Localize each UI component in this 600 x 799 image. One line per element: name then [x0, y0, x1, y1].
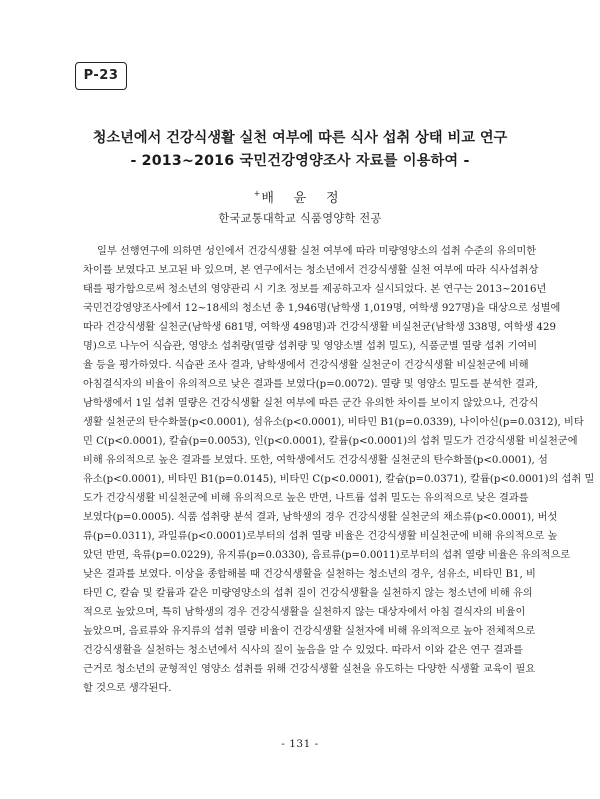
abstract-line: 유소(p<0.0001), 비타민 B1(p=0.0145), 비타민 C(p<0.0001), 칼슘(p=0.0371), 칼륨(p<0.0001)의 섭취 밀 — [83, 474, 595, 485]
abstract-line: 건강식생활을 실천하는 청소년에서 식사의 질이 높음을 알 수 있었다. 따라서 이와 같은 연구 결과를 — [83, 645, 523, 656]
author-name: 배 윤 정 — [261, 191, 347, 206]
abstract-line: 도가 건강식생활 비실천군에 비해 유의적으로 높은 반면, 나트륨 섭취 밀도는 유의적으로 낮은 결과를 — [83, 493, 529, 504]
abstract-line: 차이를 보였다고 보고된 바 있으며, 본 연구에서는 청소년에서 건강식생활 실천 여부에 따라 식사섭취상 — [83, 265, 539, 276]
abstract-line: 았던 반면, 육류(p=0.0229), 유지류(p=0.0330), 음료류(p=0.0011)로부터의 섭취 열량 비율은 유의적으로 — [83, 550, 571, 561]
abstract-line: 적으로 높았으며, 특히 남학생의 경우 건강식생활을 실천하지 않는 대상자에서 아침 결식자의 비율이 — [83, 607, 526, 618]
abstract-line: 남학생에서 1일 섭취 열량은 건강식생활 실천 여부에 따른 군간 유의한 차이를 보이지 않았으나, 건강식 — [83, 398, 539, 409]
abstract-line: 낮은 결과를 보였다. 이상을 종합해볼 때 건강식생활을 실천하는 청소년의 경우, 섬유소, 비타민 B1, 비 — [83, 569, 536, 580]
abstract-line: 국민건강영양조사에서 12~18세의 청소년 총 1,946명(남학생 1,019명, 여학생 927명)을 대상으로 성별에 — [83, 303, 561, 314]
author-line — [0, 187, 600, 206]
abstract-line: 태를 평가함으로써 청소년의 영양관리 시 기초 정보를 제공하고자 실시되었다. 본 연구는 2013~2016년 — [83, 284, 547, 295]
abstract-line: 류(p=0.0311), 과일류(p<0.0001)로부터의 섭취 열량 비율은 건강식생활 비실천군에 비해 유의적으로 높 — [83, 531, 558, 542]
abstract-line: 따라 건강식생활 실천군(남학생 681명, 여학생 498명)과 건강식생활 비실천군(남학생 338명, 여학생 429 — [83, 322, 556, 333]
abstract-line: 일부 선행연구에 의하면 성인에서 건강식생활 실천 여부에 따라 미량영양소의 섭취 수준의 유의미한 — [97, 246, 537, 257]
abstract-line: 비해 유의적으로 높은 결과를 보였다. 또한, 여학생에서도 건강식생활 실천군의 탄수화물(p<0.0001), 섬 — [83, 455, 548, 466]
abstract-line: 높았으며, 음료류와 유지류의 섭취 열량 비율이 건강식생활 실천자에 비해 유의적으로 높아 전체적으로 — [83, 626, 536, 637]
affiliation: 한국교통대학교 식품영양학 전공 — [218, 212, 382, 225]
paper-title: 청소년에서 건강식생활 실천 여부에 따른 식사 섭취 상태 비교 연구 — [92, 130, 508, 146]
abstract-line: 보였다(p=0.0005). 식품 섭취량 분석 결과, 남학생의 경우 건강식생활 실천군의 채소류(p<0.0001), 버섯 — [83, 512, 558, 523]
abstract-line: 민 C(p<0.0001), 칼슘(p=0.0053), 인(p<0.0001), 칼륨(p<0.0001)의 섭취 밀도가 건강식생활 비실천군에 — [83, 436, 578, 447]
abstract-line: 근거로 청소년의 균형적인 영양소 섭취를 위해 건강식생활 실천을 유도하는 다양한 식생활 교육이 필요 — [83, 664, 536, 675]
abstract-line: 아침결식자의 비율이 유의적으로 낮은 결과를 보였다(p=0.0072). 열량 및 영양소 밀도를 분석한 결과, — [83, 379, 539, 390]
abstract-line: 율 등을 평가하였다. 식습관 조사 결과, 남학생에서 건강식생활 실천군이 건강식생활 비실천군에 비해 — [83, 360, 529, 371]
abstract-line: 할 것으로 생각된다. — [83, 683, 172, 694]
paper-subtitle: - 2013~2016 국민건강영양조사 자료를 이용하여 - — [130, 153, 470, 169]
abstract-body — [83, 242, 595, 698]
abstract-line: 생활 실천군의 탄수화물(p<0.0001), 섬유소(p<0.0001), 비타민 B1(p=0.0339), 나이아신(p=0.0312), 비타 — [83, 417, 584, 428]
abstract-line: 명)으로 나누어 식습관, 영양소 섭취량(열량 섭취량 및 영양소별 섭취 밀도), 식품군별 열량 섭취 기여비 — [83, 341, 538, 352]
abstract-line: 타민 C, 칼슘 및 칼륨과 같은 미량영양소의 섭취 질이 건강식생활을 실천하지 않는 청소년에 비해 유의 — [83, 588, 533, 599]
page-number: - 131 - — [281, 738, 319, 750]
presenter-mark: + — [253, 189, 261, 198]
poster-number-box: P-23 — [75, 62, 127, 90]
